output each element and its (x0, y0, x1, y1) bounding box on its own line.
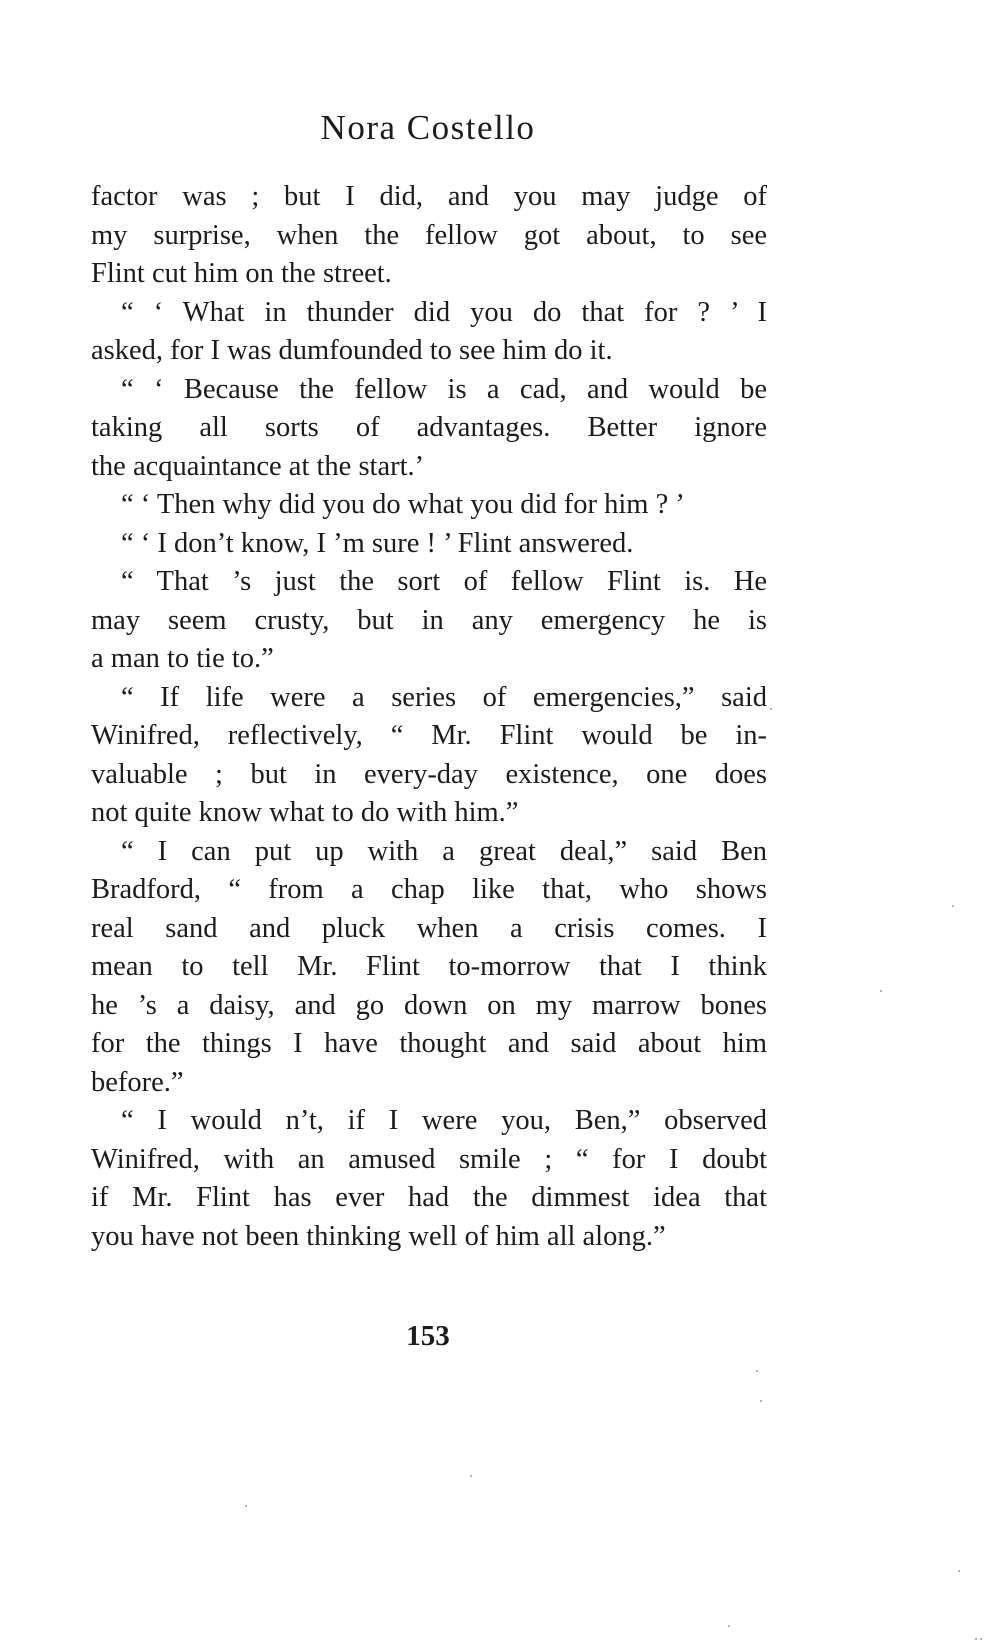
text-line: valuable ; but in every-day existence, one does (91, 758, 767, 790)
body-text (91, 178, 767, 1256)
text-line: “ ‘ I don’t know, I ’m sure ! ’ Flint answered. (121, 527, 634, 559)
text-line: “ I can put up with a great deal,” said Ben (121, 835, 767, 867)
paragraph-2 (91, 294, 767, 371)
paper-speck (470, 1475, 472, 1477)
text-line: “ ‘ Because the fellow is a cad, and would be (121, 373, 767, 405)
paper-speck (880, 990, 882, 992)
paper-speck (728, 1625, 730, 1627)
text-line: he ’s a daisy, and go down on my marrow bones (91, 989, 767, 1021)
text-line: real sand and pluck when a crisis comes. I (91, 912, 767, 944)
text-line: may seem crusty, but in any emergency he is (91, 604, 767, 636)
paper-speck (958, 1570, 960, 1572)
paragraph-5 (91, 525, 767, 564)
paper-speck (952, 905, 954, 907)
text-line: the acquaintance at the start.’ (91, 450, 425, 482)
page-number: 153 (406, 1320, 450, 1352)
text-line: Winifred, with an amused smile ; “ for I doubt (91, 1143, 767, 1175)
text-line: asked, for I was dumfounded to see him do it. (91, 335, 613, 366)
text-line: Bradford, “ from a chap like that, who shows (91, 874, 767, 905)
paragraph-3 (91, 371, 767, 487)
text-line: for the things I have thought and said about him (91, 1028, 767, 1059)
text-line: “ If life were a series of emergencies,” said (121, 681, 767, 713)
paragraph-4 (91, 486, 767, 525)
text-line: “ ‘ What in thunder did you do that for ? ’ I (121, 296, 767, 328)
paragraph-1 (91, 178, 767, 294)
paper-speck (245, 1505, 247, 1507)
paper-speck (770, 708, 772, 710)
text-line: you have not been thinking well of him all along.” (91, 1220, 666, 1252)
text-line: before.” (91, 1066, 184, 1098)
text-line: if Mr. Flint has ever had the dimmest idea that (91, 1182, 767, 1213)
paragraph-6 (91, 563, 767, 679)
text-line: “ ‘ Then why did you do what you did for him ? ’ (121, 489, 685, 520)
text-line: mean to tell Mr. Flint to-morrow that I think (91, 951, 767, 982)
running-head: Nora Costello (320, 108, 536, 147)
paragraph-9 (91, 1102, 767, 1256)
text-line: taking all sorts of advantages. Better ignore (91, 412, 767, 443)
text-line: Winifred, reflectively, “ Mr. Flint would be in- (91, 720, 767, 751)
paper-speck (756, 1370, 758, 1372)
text-line: a man to tie to.” (91, 643, 274, 674)
text-line: “ That ’s just the sort of fellow Flint is. He (121, 566, 767, 597)
paper-speck (760, 1400, 762, 1402)
text-line: not quite know what to do with him.” (91, 797, 519, 828)
paper-speck (975, 1638, 977, 1640)
text-line: factor was ; but I did, and you may judge of (91, 181, 767, 212)
paper-speck (980, 1638, 982, 1640)
text-line: “ I would n’t, if I were you, Ben,” observed (121, 1105, 767, 1136)
paragraph-8 (91, 833, 767, 1103)
text-line: my surprise, when the fellow got about, to see (91, 219, 767, 251)
paragraph-7 (91, 679, 767, 833)
text-line: Flint cut him on the street. (91, 258, 392, 289)
